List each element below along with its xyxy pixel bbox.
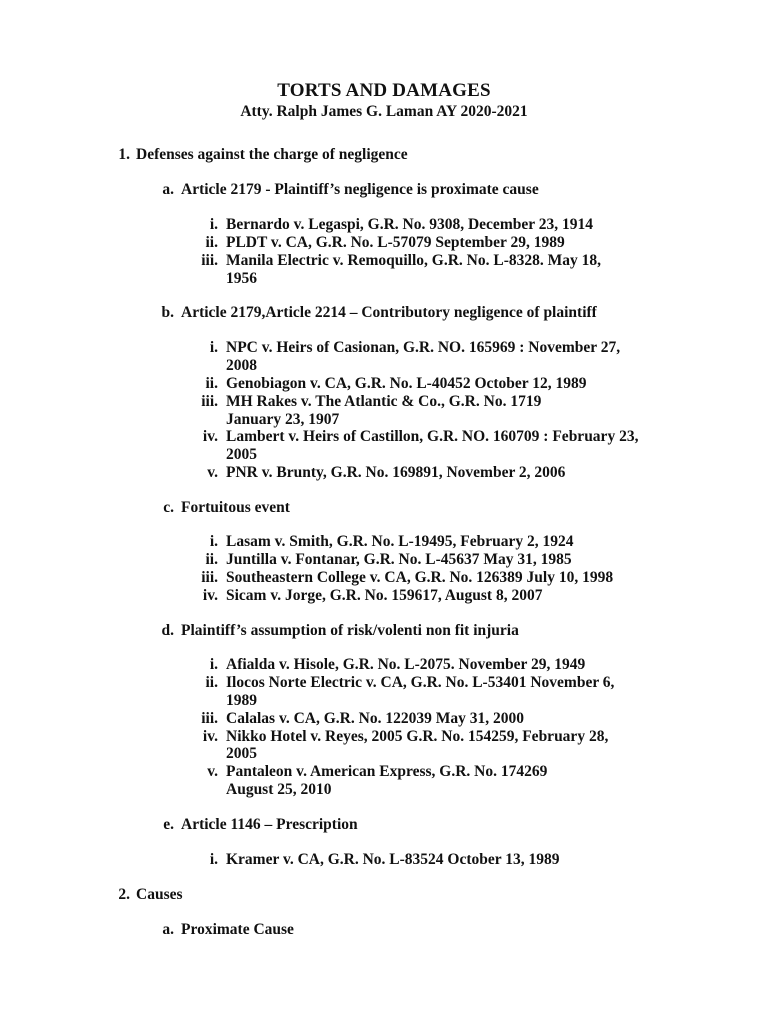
subsection-heading: Article 2179,Article 2214 – Contributory negligence of plaintiff: [181, 304, 597, 321]
case-citation: Nikko Hotel v. Reyes, 2005 G.R. No. 154259, February 28,: [226, 728, 609, 745]
subsection-letter: e.: [163, 816, 174, 833]
section-number: 2.: [118, 886, 130, 903]
case-citation: PLDT v. CA, G.R. No. L-57079 September 29, 1989: [226, 234, 565, 251]
case-numeral: i.: [209, 533, 218, 550]
case-citation-continuation: 2005: [226, 745, 257, 762]
section-heading: Defenses against the charge of negligence: [136, 146, 408, 163]
case-citation: Ilocos Norte Electric v. CA, G.R. No. L-53401 November 6,: [226, 674, 615, 691]
subsection-heading: Plaintiff’s assumption of risk/volenti non fit injuria: [181, 622, 519, 639]
subsection-letter: a.: [162, 921, 174, 938]
case-numeral: iii.: [201, 252, 218, 269]
document-subtitle: Atty. Ralph James G. Laman AY 2020-2021: [240, 103, 528, 120]
case-numeral: ii.: [205, 234, 218, 251]
case-citation-continuation: 1989: [226, 692, 257, 709]
subsection-heading: Article 2179 - Plaintiff’s negligence is proximate cause: [181, 181, 539, 198]
case-citation: PNR v. Brunty, G.R. No. 169891, November 2, 2006: [226, 464, 566, 481]
case-numeral: iii.: [201, 710, 218, 727]
case-citation: Kramer v. CA, G.R. No. L-83524 October 13, 1989: [226, 851, 560, 868]
subsection-letter: b.: [161, 304, 174, 321]
case-numeral: iv.: [202, 728, 218, 745]
case-citation: NPC v. Heirs of Casionan, G.R. NO. 165969 : November 27,: [226, 339, 621, 356]
case-citation-continuation: 1956: [226, 270, 257, 287]
case-numeral: iii.: [201, 393, 218, 410]
case-numeral: v.: [207, 464, 218, 481]
case-citation-continuation: 2008: [226, 357, 257, 374]
case-citation: Lambert v. Heirs of Castillon, G.R. NO. 160709 : February 23,: [226, 428, 639, 445]
case-numeral: i.: [209, 656, 218, 673]
case-numeral: ii.: [205, 674, 218, 691]
case-citation: Calalas v. CA, G.R. No. 122039 May 31, 2000: [226, 710, 524, 727]
case-citation: Bernardo v. Legaspi, G.R. No. 9308, December 23, 1914: [226, 216, 593, 233]
case-numeral: i.: [209, 851, 218, 868]
case-numeral: iii.: [201, 569, 218, 586]
document-title: TORTS AND DAMAGES: [277, 80, 491, 101]
case-numeral: ii.: [205, 551, 218, 568]
case-citation-continuation: 2005: [226, 446, 257, 463]
case-citation: Lasam v. Smith, G.R. No. L-19495, February 2, 1924: [226, 533, 574, 550]
case-numeral: ii.: [205, 375, 218, 392]
section-number: 1.: [118, 146, 130, 163]
subsection-heading: Fortuitous event: [181, 499, 290, 516]
case-numeral: iv.: [202, 428, 218, 445]
subsection-letter: c.: [163, 499, 174, 516]
case-citation: Afialda v. Hisole, G.R. No. L-2075. November 29, 1949: [226, 656, 586, 673]
case-citation-continuation: August 25, 2010: [226, 781, 332, 798]
case-citation: Sicam v. Jorge, G.R. No. 159617, August 8, 2007: [226, 587, 543, 604]
case-citation-continuation: January 23, 1907: [226, 411, 340, 428]
case-numeral: iv.: [202, 587, 218, 604]
case-citation: Manila Electric v. Remoquillo, G.R. No. L-8328. May 18,: [226, 252, 601, 269]
section-heading: Causes: [136, 886, 183, 903]
case-citation: Pantaleon v. American Express, G.R. No. 174269: [226, 763, 548, 780]
case-citation: Genobiagon v. CA, G.R. No. L-40452 October 12, 1989: [226, 375, 587, 392]
subsection-letter: d.: [161, 622, 174, 639]
case-citation: Southeastern College v. CA, G.R. No. 126389 July 10, 1998: [226, 569, 614, 586]
subsection-letter: a.: [162, 181, 174, 198]
case-numeral: i.: [209, 339, 218, 356]
subsection-heading: Article 1146 – Prescription: [181, 816, 358, 833]
case-citation: Juntilla v. Fontanar, G.R. No. L-45637 May 31, 1985: [226, 551, 572, 568]
case-citation: MH Rakes v. The Atlantic & Co., G.R. No. 1719: [226, 393, 542, 410]
case-numeral: i.: [209, 216, 218, 233]
subsection-heading: Proximate Cause: [181, 921, 294, 938]
case-numeral: v.: [207, 763, 218, 780]
